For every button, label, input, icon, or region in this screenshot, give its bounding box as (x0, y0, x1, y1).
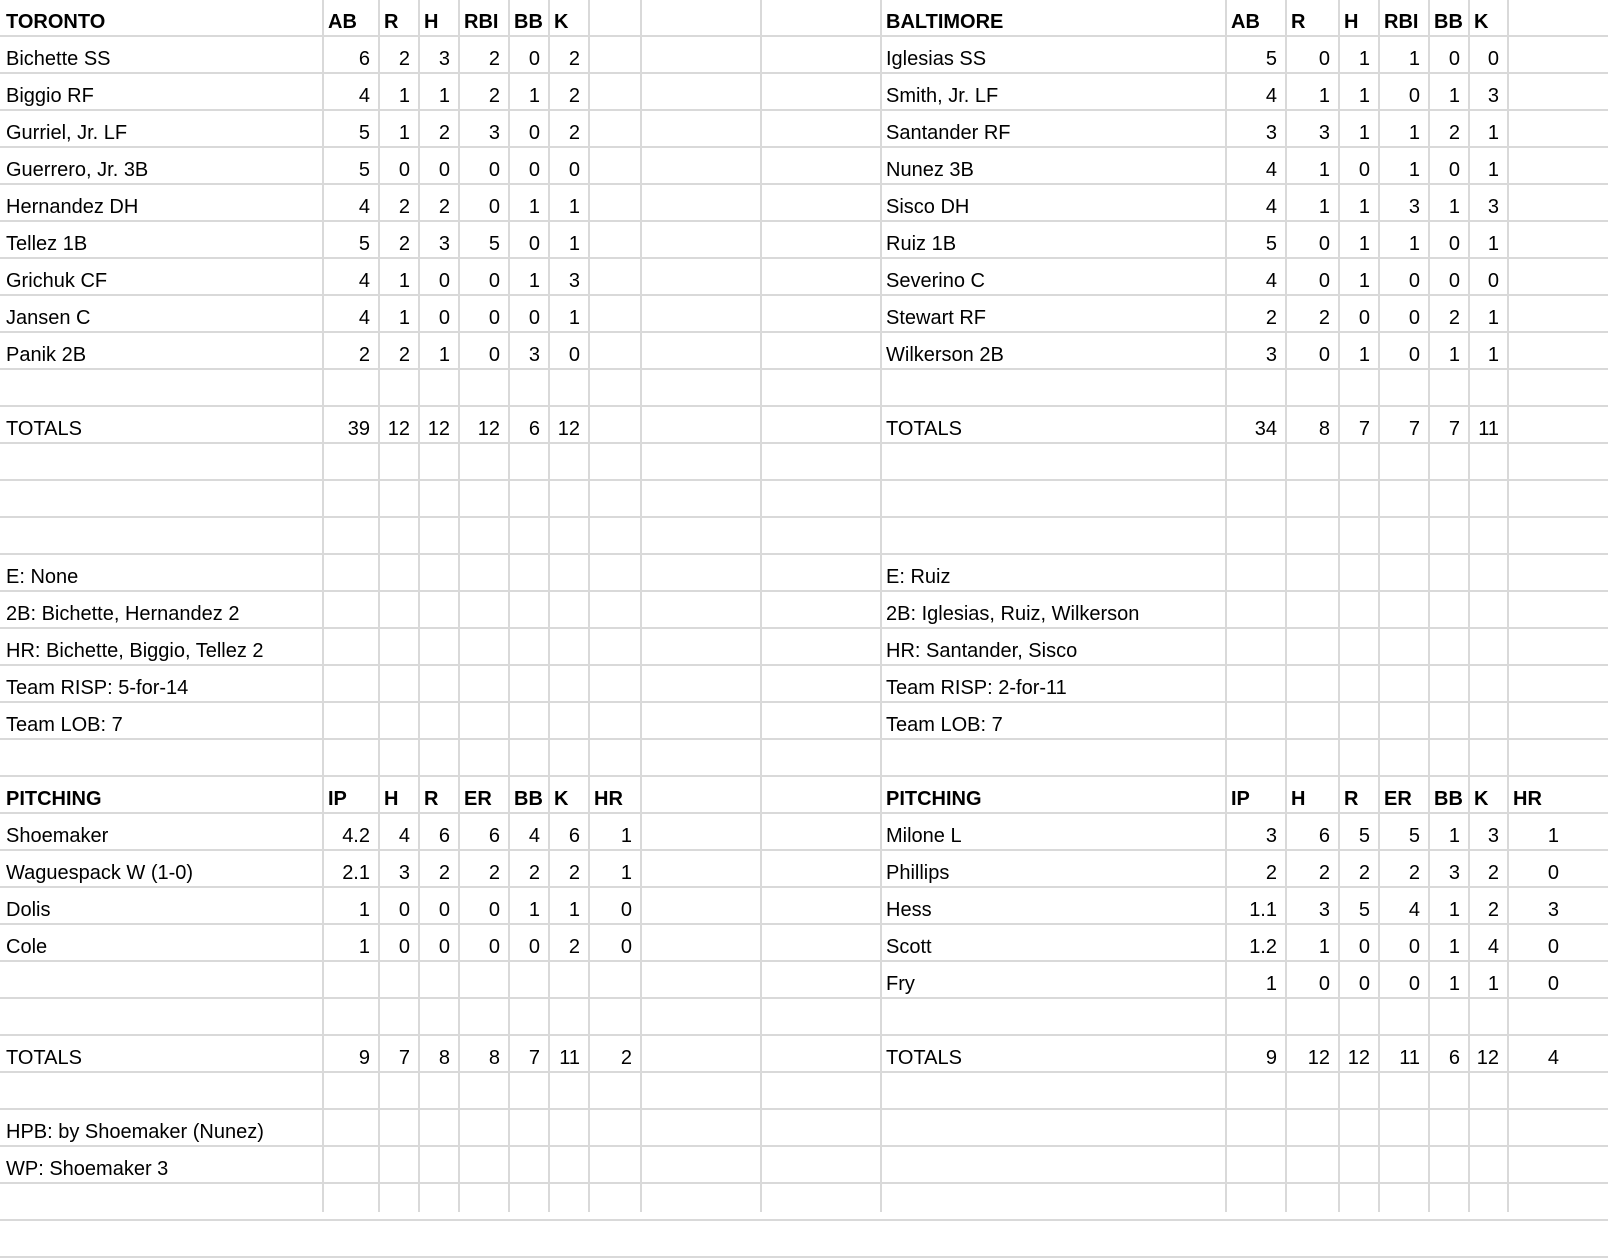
stat-cell[interactable]: 1 (1448, 825, 1460, 847)
stat-cell[interactable]: 2 (488, 862, 500, 884)
stat-cell[interactable]: 1 (528, 899, 540, 921)
gridline-vertical (1507, 0, 1509, 1212)
stat-cell[interactable]: 1 (568, 196, 580, 218)
stat-cell[interactable]: 2 (398, 196, 410, 218)
col-header-k[interactable]: K (554, 11, 569, 33)
batter-name[interactable]: Gurriel, Jr. LF (6, 122, 128, 144)
pitching-note[interactable]: WP: Shoemaker 3 (6, 1158, 169, 1180)
batter-name[interactable]: Santander RF (886, 122, 1011, 144)
batter-name[interactable]: Ruiz 1B (886, 233, 957, 255)
batting-totals-label[interactable]: TOTALS (6, 418, 82, 440)
col-header-h[interactable]: H (1291, 788, 1306, 810)
stat-cell[interactable]: 8 (1318, 418, 1330, 440)
stat-cell[interactable]: 1 (1408, 122, 1420, 144)
col-header-bb[interactable]: BB (1434, 11, 1463, 33)
stat-cell[interactable]: 7 (1408, 418, 1420, 440)
stat-cell[interactable]: 0 (1408, 344, 1420, 366)
stat-cell[interactable]: 1 (398, 85, 410, 107)
stat-cell[interactable]: 1 (358, 936, 370, 958)
stat-cell[interactable]: 3 (398, 862, 410, 884)
batter-name[interactable]: Hernandez DH (6, 196, 139, 218)
col-header-ab[interactable]: AB (328, 11, 357, 33)
col-header-h[interactable]: H (1344, 11, 1359, 33)
stat-cell[interactable]: 3 (1318, 122, 1330, 144)
stat-cell[interactable]: 3 (1265, 122, 1277, 144)
stat-cell[interactable]: 1 (528, 270, 540, 292)
stat-cell[interactable]: 6 (568, 825, 580, 847)
stat-cell[interactable]: 2 (1408, 862, 1420, 884)
stat-cell[interactable]: 0 (528, 233, 540, 255)
stat-cell[interactable]: 9 (1265, 1047, 1277, 1069)
stat-cell[interactable]: 8 (438, 1047, 450, 1069)
stat-cell[interactable]: 3 (1547, 899, 1559, 921)
stat-cell[interactable]: 1 (358, 899, 370, 921)
stat-cell[interactable]: 2 (568, 122, 580, 144)
stat-cell[interactable]: 0 (488, 159, 500, 181)
stat-cell[interactable]: 7 (1448, 418, 1460, 440)
batter-name[interactable]: Nunez 3B (886, 159, 974, 181)
stat-cell[interactable]: 5 (1408, 825, 1420, 847)
stat-cell[interactable]: 4 (1265, 270, 1277, 292)
stat-cell[interactable]: 12 (387, 418, 410, 440)
pitching-title[interactable]: PITCHING (6, 788, 102, 810)
stat-cell[interactable]: 0 (488, 270, 500, 292)
stat-cell[interactable]: 4 (1408, 899, 1420, 921)
stat-cell[interactable]: 6 (1318, 825, 1330, 847)
batter-name[interactable]: Smith, Jr. LF (886, 85, 999, 107)
stat-cell[interactable]: 2 (1318, 307, 1330, 329)
stat-cell[interactable]: 3 (568, 270, 580, 292)
stat-cell[interactable]: 3 (1265, 344, 1277, 366)
stat-cell[interactable]: 0 (1408, 973, 1420, 995)
pitcher-name[interactable]: Dolis (6, 899, 51, 921)
stat-cell[interactable]: 1 (528, 196, 540, 218)
stat-cell[interactable]: 6 (358, 48, 370, 70)
col-header-hr[interactable]: HR (594, 788, 623, 810)
col-header-ab[interactable]: AB (1231, 11, 1260, 33)
batting-note[interactable]: 2B: Iglesias, Ruiz, Wilkerson (886, 603, 1140, 625)
col-header-h[interactable]: H (384, 788, 399, 810)
batting-note[interactable]: Team LOB: 7 (886, 714, 1003, 736)
stat-cell[interactable]: 0 (1448, 233, 1460, 255)
stat-cell[interactable]: 5 (358, 122, 370, 144)
batting-note[interactable]: E: Ruiz (886, 566, 951, 588)
stat-cell[interactable]: 0 (1448, 48, 1460, 70)
stat-cell[interactable]: 0 (528, 159, 540, 181)
gridline-horizontal (0, 516, 1608, 518)
col-header-r[interactable]: R (424, 788, 439, 810)
pitcher-name[interactable]: Phillips (886, 862, 950, 884)
stat-cell[interactable]: 11 (559, 1047, 580, 1069)
batter-name[interactable]: Iglesias SS (886, 48, 987, 70)
stat-cell[interactable]: 4 (528, 825, 540, 847)
stat-cell[interactable]: 3 (1448, 862, 1460, 884)
stat-cell[interactable]: 5 (1265, 48, 1277, 70)
gridline-horizontal (0, 553, 1608, 555)
batter-name[interactable]: Severino C (886, 270, 985, 292)
stat-cell[interactable]: 2 (1358, 862, 1370, 884)
stat-cell[interactable]: 2 (1265, 862, 1277, 884)
batting-note[interactable]: HR: Santander, Sisco (886, 640, 1078, 662)
col-header-rbi[interactable]: RBI (1384, 11, 1419, 33)
stat-cell[interactable]: 7 (1358, 418, 1370, 440)
stat-cell[interactable]: 2 (398, 344, 410, 366)
stat-cell[interactable]: 4 (358, 307, 370, 329)
col-header-ip[interactable]: IP (1231, 788, 1250, 810)
col-header-k[interactable]: K (554, 788, 569, 810)
stat-cell[interactable]: 1 (1487, 973, 1499, 995)
stat-cell[interactable]: 9 (358, 1047, 370, 1069)
stat-cell[interactable]: 1 (568, 233, 580, 255)
stat-cell[interactable]: 4 (1547, 1047, 1559, 1069)
gridline-horizontal (0, 405, 1608, 407)
stat-cell[interactable]: 0 (1318, 270, 1330, 292)
stat-cell[interactable]: 0 (488, 196, 500, 218)
stat-cell[interactable]: 7 (398, 1047, 410, 1069)
stat-cell[interactable]: 1 (1318, 936, 1330, 958)
stat-cell[interactable]: 6 (528, 418, 540, 440)
stat-cell[interactable]: 0 (398, 899, 410, 921)
stat-cell[interactable]: 4 (1265, 159, 1277, 181)
stat-cell[interactable]: 1 (1448, 936, 1460, 958)
stat-cell[interactable]: 1 (1358, 48, 1370, 70)
stat-cell[interactable]: 2 (398, 233, 410, 255)
col-header-bb[interactable]: BB (514, 788, 543, 810)
stat-cell[interactable]: 1 (1448, 973, 1460, 995)
stat-cell[interactable]: 5 (1265, 233, 1277, 255)
stat-cell[interactable]: 2 (1265, 307, 1277, 329)
stat-cell[interactable]: 12 (427, 418, 450, 440)
stat-cell[interactable]: 1 (1448, 196, 1460, 218)
batter-name[interactable]: Tellez 1B (6, 233, 88, 255)
stat-cell[interactable]: 0 (1487, 270, 1499, 292)
stat-cell[interactable]: 12 (1347, 1047, 1370, 1069)
stat-cell[interactable]: 2 (488, 85, 500, 107)
stat-cell[interactable]: 0 (488, 307, 500, 329)
stat-cell[interactable]: 2 (358, 344, 370, 366)
gridline-horizontal (0, 1182, 1608, 1184)
stat-cell[interactable]: 12 (557, 418, 580, 440)
stat-cell[interactable]: 3 (1318, 899, 1330, 921)
stat-cell[interactable]: 4 (358, 85, 370, 107)
stat-cell[interactable]: 3 (1408, 196, 1420, 218)
col-header-r[interactable]: R (384, 11, 399, 33)
stat-cell[interactable]: 1 (398, 270, 410, 292)
gridline-horizontal (0, 775, 1608, 777)
stat-cell[interactable]: 0 (620, 936, 632, 958)
stat-cell[interactable]: 1 (1487, 122, 1499, 144)
stat-cell[interactable]: 4 (398, 825, 410, 847)
stat-cell[interactable]: 0 (1358, 936, 1370, 958)
stat-cell[interactable]: 1 (1487, 307, 1499, 329)
stat-cell[interactable]: 1 (1487, 344, 1499, 366)
stat-cell[interactable]: 11 (1478, 418, 1499, 440)
stat-cell[interactable]: 0 (438, 936, 450, 958)
stat-cell[interactable]: 0 (1448, 159, 1460, 181)
batter-name[interactable]: Grichuk CF (6, 270, 108, 292)
team-name[interactable]: TORONTO (6, 11, 106, 33)
pitching-title[interactable]: PITCHING (886, 788, 982, 810)
stat-cell[interactable]: 0 (1358, 159, 1370, 181)
stat-cell[interactable]: 4 (1265, 85, 1277, 107)
stat-cell[interactable]: 1 (1408, 159, 1420, 181)
stat-cell[interactable]: 1 (620, 862, 632, 884)
stat-cell[interactable]: 0 (438, 307, 450, 329)
stat-cell[interactable]: 2.1 (342, 862, 370, 884)
stat-cell[interactable]: 1 (620, 825, 632, 847)
batter-name[interactable]: Jansen C (6, 307, 91, 329)
stat-cell[interactable]: 12 (1307, 1047, 1330, 1069)
gridline-horizontal (0, 1219, 1608, 1221)
stat-cell[interactable]: 1.1 (1249, 899, 1277, 921)
batter-name[interactable]: Guerrero, Jr. 3B (6, 159, 149, 181)
stat-cell[interactable]: 2 (438, 122, 450, 144)
stat-cell[interactable]: 1 (1448, 85, 1460, 107)
team-name[interactable]: BALTIMORE (886, 11, 1004, 33)
stat-cell[interactable]: 7 (528, 1047, 540, 1069)
stat-cell[interactable]: 1 (398, 122, 410, 144)
stat-cell[interactable]: 0 (1408, 270, 1420, 292)
gridline-vertical (760, 0, 762, 1212)
stat-cell[interactable]: 4 (1487, 936, 1499, 958)
col-header-k[interactable]: K (1474, 788, 1489, 810)
stat-cell[interactable]: 1 (1358, 85, 1370, 107)
stat-cell[interactable]: 1 (1448, 899, 1460, 921)
pitcher-name[interactable]: Fry (886, 973, 915, 995)
stat-cell[interactable]: 0 (398, 936, 410, 958)
stat-cell[interactable]: 2 (438, 862, 450, 884)
stat-cell[interactable]: 1 (1318, 159, 1330, 181)
stat-cell[interactable]: 1 (1358, 122, 1370, 144)
stat-cell[interactable]: 0 (1408, 307, 1420, 329)
stat-cell[interactable]: 4 (358, 196, 370, 218)
stat-cell[interactable]: 3 (1487, 196, 1499, 218)
stat-cell[interactable]: 2 (528, 862, 540, 884)
stat-cell[interactable]: 3 (528, 344, 540, 366)
stat-cell[interactable]: 12 (477, 418, 500, 440)
stat-cell[interactable]: 1 (438, 85, 450, 107)
col-header-r[interactable]: R (1291, 11, 1306, 33)
batting-note[interactable]: Team LOB: 7 (6, 714, 123, 736)
batting-note[interactable]: Team RISP: 2-for-11 (886, 677, 1067, 699)
gridline-vertical (588, 0, 590, 1212)
gridline-horizontal (0, 590, 1608, 592)
col-header-bb[interactable]: BB (1434, 788, 1463, 810)
gridline-horizontal (0, 35, 1608, 37)
stat-cell[interactable]: 0 (438, 899, 450, 921)
stat-cell[interactable]: 8 (488, 1047, 500, 1069)
col-header-er[interactable]: ER (1384, 788, 1412, 810)
stat-cell[interactable]: 3 (438, 233, 450, 255)
stat-cell[interactable]: 2 (1448, 122, 1460, 144)
stat-cell[interactable]: 12 (1476, 1047, 1499, 1069)
stat-cell[interactable]: 0 (528, 48, 540, 70)
gridline-horizontal (0, 1108, 1608, 1110)
stat-cell[interactable]: 2 (568, 936, 580, 958)
stat-cell[interactable]: 3 (438, 48, 450, 70)
stat-cell[interactable]: 1 (1408, 48, 1420, 70)
stat-cell[interactable]: 5 (488, 233, 500, 255)
stat-cell[interactable]: 0 (1448, 270, 1460, 292)
stat-cell[interactable]: 1 (568, 307, 580, 329)
stat-cell[interactable]: 0 (438, 159, 450, 181)
stat-cell[interactable]: 2 (1487, 899, 1499, 921)
pitcher-name[interactable]: Shoemaker (6, 825, 109, 847)
stat-cell[interactable]: 1 (1487, 159, 1499, 181)
stat-cell[interactable]: 2 (1448, 307, 1460, 329)
stat-cell[interactable]: 0 (1487, 48, 1499, 70)
batter-name[interactable]: Wilkerson 2B (886, 344, 1004, 366)
pitcher-name[interactable]: Milone L (886, 825, 962, 847)
stat-cell[interactable]: 0 (438, 270, 450, 292)
stat-cell[interactable]: 5 (1358, 899, 1370, 921)
stat-cell[interactable]: 1 (1487, 233, 1499, 255)
stat-cell[interactable]: 0 (1318, 233, 1330, 255)
stat-cell[interactable]: 0 (1318, 973, 1330, 995)
stat-cell[interactable]: 3 (1487, 825, 1499, 847)
stat-cell[interactable]: 0 (1358, 307, 1370, 329)
stat-cell[interactable]: 0 (528, 936, 540, 958)
col-header-h[interactable]: H (424, 11, 439, 33)
stat-cell[interactable]: 1 (438, 344, 450, 366)
stat-cell[interactable]: 1 (568, 899, 580, 921)
stat-cell[interactable]: 0 (1318, 344, 1330, 366)
batter-name[interactable]: Biggio RF (6, 85, 94, 107)
stat-cell[interactable]: 0 (1547, 936, 1559, 958)
gridline-horizontal (0, 812, 1608, 814)
stat-cell[interactable]: 0 (1408, 936, 1420, 958)
batter-name[interactable]: Stewart RF (886, 307, 987, 329)
stat-cell[interactable]: 2 (438, 196, 450, 218)
batting-totals-label[interactable]: TOTALS (886, 418, 962, 440)
stat-cell[interactable]: 0 (1358, 973, 1370, 995)
stat-cell[interactable]: 5 (1358, 825, 1370, 847)
stat-cell[interactable]: 1 (1358, 196, 1370, 218)
stat-cell[interactable]: 2 (398, 48, 410, 70)
pitcher-name[interactable]: Scott (886, 936, 932, 958)
col-header-hr[interactable]: HR (1513, 788, 1542, 810)
gridline-horizontal (0, 479, 1608, 481)
pitcher-name[interactable]: Waguespack W (1-0) (6, 862, 194, 884)
stat-cell[interactable]: 3 (1487, 85, 1499, 107)
stat-cell[interactable]: 1 (1265, 973, 1277, 995)
col-header-r[interactable]: R (1344, 788, 1359, 810)
batter-name[interactable]: Sisco DH (886, 196, 970, 218)
stat-cell[interactable]: 2 (568, 48, 580, 70)
col-header-er[interactable]: ER (464, 788, 492, 810)
pitcher-name[interactable]: Cole (6, 936, 48, 958)
pitching-totals-label[interactable]: TOTALS (886, 1047, 962, 1069)
pitching-totals-label[interactable]: TOTALS (6, 1047, 82, 1069)
batting-note[interactable]: E: None (6, 566, 79, 588)
gridline-horizontal (0, 738, 1608, 740)
stat-cell[interactable]: 1 (398, 307, 410, 329)
stat-cell[interactable]: 39 (347, 418, 370, 440)
stat-cell[interactable]: 4.2 (342, 825, 370, 847)
stat-cell[interactable]: 2 (568, 862, 580, 884)
stat-cell[interactable]: 6 (1448, 1047, 1460, 1069)
gridline-horizontal (0, 701, 1608, 703)
stat-cell[interactable]: 0 (1547, 973, 1559, 995)
stat-cell[interactable]: 2 (488, 48, 500, 70)
stat-cell[interactable]: 6 (488, 825, 500, 847)
stat-cell[interactable]: 1 (1318, 85, 1330, 107)
stat-cell[interactable]: 0 (488, 899, 500, 921)
stat-cell[interactable]: 1.2 (1249, 936, 1277, 958)
stat-cell[interactable]: 2 (568, 85, 580, 107)
stat-cell[interactable]: 0 (398, 159, 410, 181)
stat-cell[interactable]: 1 (528, 85, 540, 107)
stat-cell[interactable]: 4 (358, 270, 370, 292)
stat-cell[interactable]: 0 (488, 936, 500, 958)
col-header-k[interactable]: K (1474, 11, 1489, 33)
stat-cell[interactable]: 11 (1399, 1047, 1420, 1069)
stat-cell[interactable]: 4 (1265, 196, 1277, 218)
stat-cell[interactable]: 0 (1547, 862, 1559, 884)
stat-cell[interactable]: 1 (1448, 344, 1460, 366)
stat-cell[interactable]: 0 (568, 344, 580, 366)
stat-cell[interactable]: 2 (1487, 862, 1499, 884)
stat-cell[interactable]: 0 (528, 122, 540, 144)
batting-note[interactable]: Team RISP: 5-for-14 (6, 677, 189, 699)
batting-note[interactable]: HR: Bichette, Biggio, Tellez 2 (6, 640, 264, 662)
stat-cell[interactable]: 1 (1358, 344, 1370, 366)
stat-cell[interactable]: 1 (1408, 233, 1420, 255)
gridline-vertical (640, 0, 642, 1212)
stat-cell[interactable]: 1 (1358, 233, 1370, 255)
batting-note[interactable]: 2B: Bichette, Hernandez 2 (6, 603, 240, 625)
stat-cell[interactable]: 3 (488, 122, 500, 144)
pitcher-name[interactable]: Hess (886, 899, 932, 921)
gridline-horizontal (0, 627, 1608, 629)
stat-cell[interactable]: 0 (528, 307, 540, 329)
stat-cell[interactable]: 1 (1318, 196, 1330, 218)
stat-cell[interactable]: 0 (1408, 85, 1420, 107)
stat-cell[interactable]: 0 (620, 899, 632, 921)
col-header-ip[interactable]: IP (328, 788, 347, 810)
stat-cell[interactable]: 2 (620, 1047, 632, 1069)
stat-cell[interactable]: 0 (568, 159, 580, 181)
stat-cell[interactable]: 3 (1265, 825, 1277, 847)
stat-cell[interactable]: 1 (1358, 270, 1370, 292)
batter-name[interactable]: Bichette SS (6, 48, 111, 70)
stat-cell[interactable]: 2 (1318, 862, 1330, 884)
pitching-note[interactable]: HPB: by Shoemaker (Nunez) (6, 1121, 264, 1143)
stat-cell[interactable]: 34 (1254, 418, 1277, 440)
stat-cell[interactable]: 0 (1318, 48, 1330, 70)
col-header-bb[interactable]: BB (514, 11, 543, 33)
batter-name[interactable]: Panik 2B (6, 344, 87, 366)
stat-cell[interactable]: 0 (488, 344, 500, 366)
col-header-rbi[interactable]: RBI (464, 11, 499, 33)
stat-cell[interactable]: 6 (438, 825, 450, 847)
gridline-horizontal (0, 1034, 1608, 1036)
stat-cell[interactable]: 5 (358, 159, 370, 181)
stat-cell[interactable]: 5 (358, 233, 370, 255)
stat-cell[interactable]: 1 (1547, 825, 1559, 847)
